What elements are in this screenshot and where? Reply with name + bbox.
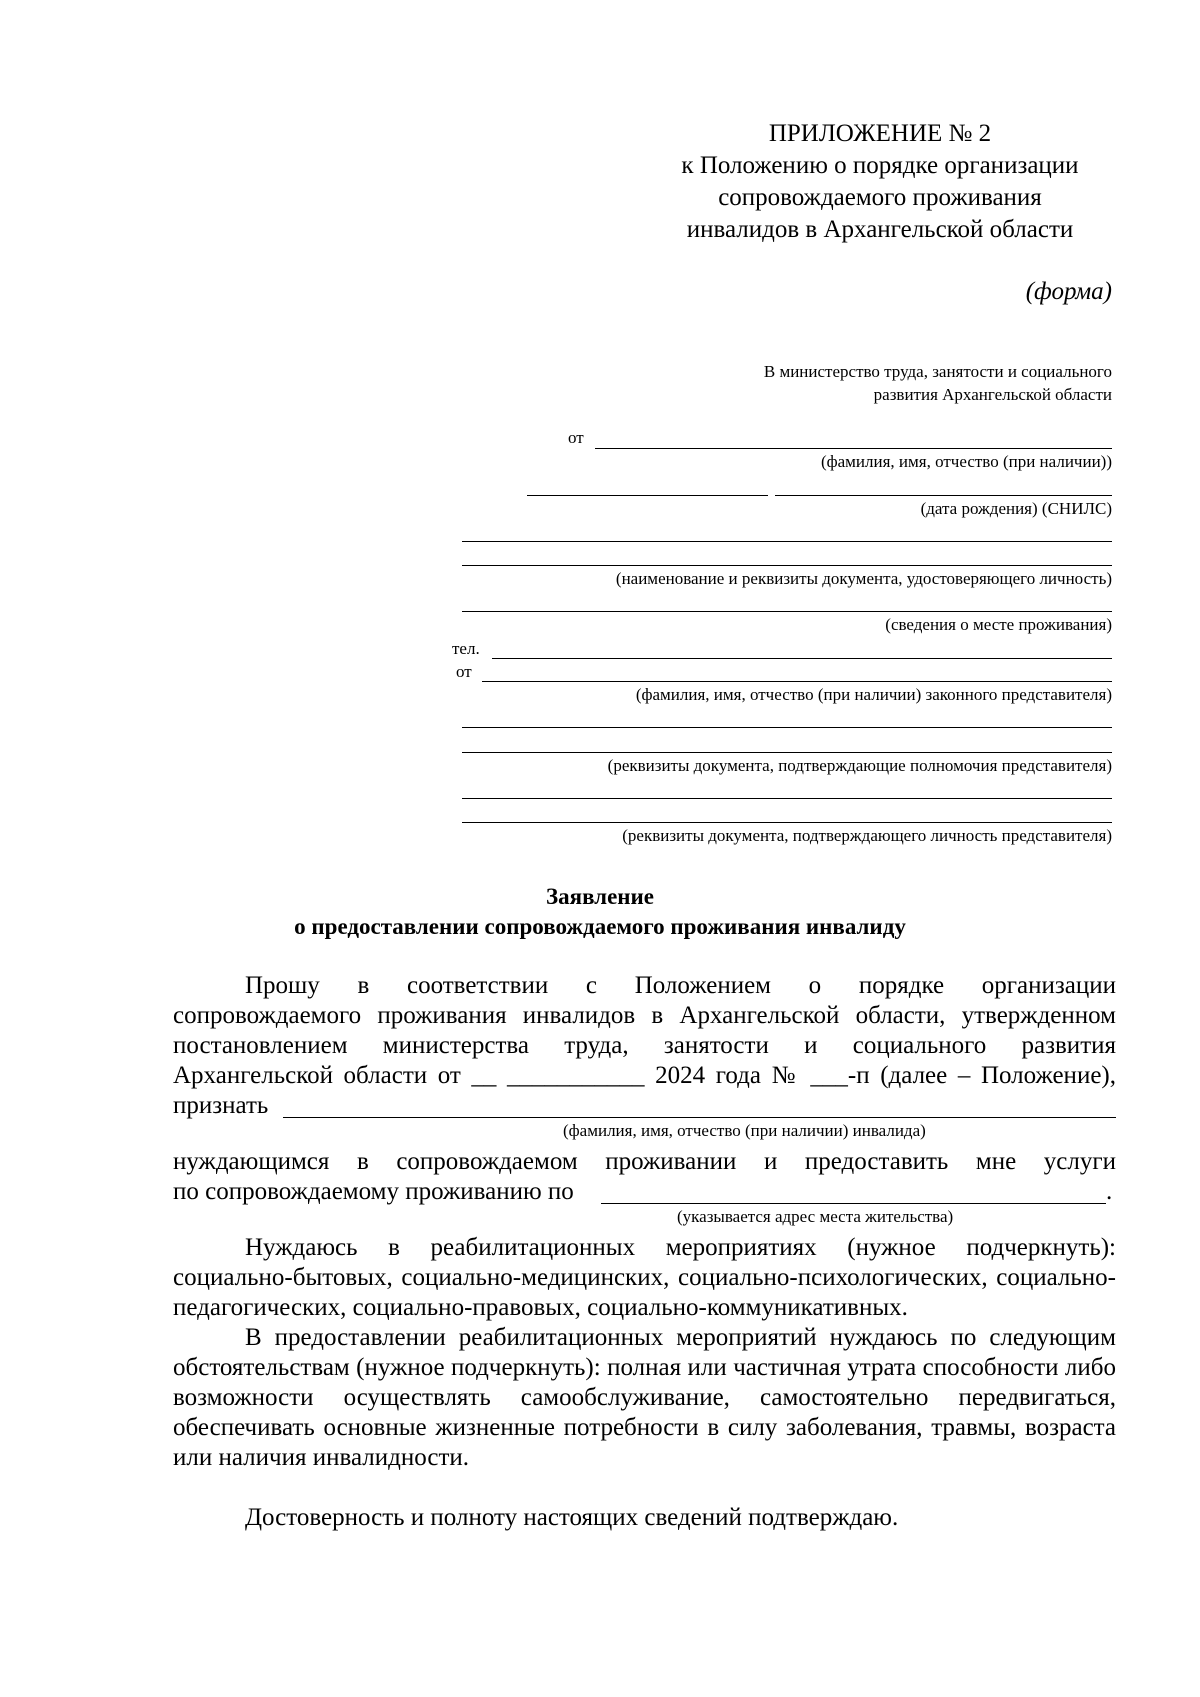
rep-authority-field-line-2[interactable]: [462, 752, 1112, 753]
address-field-line[interactable]: [601, 1203, 1106, 1204]
body-p1-line-2: сопровождаемого проживания инвалидов в Архангельской области, утвержденном: [173, 1002, 1116, 1029]
document-title: Заявление: [545, 884, 655, 909]
id-doc-field-line-2[interactable]: [462, 565, 1112, 566]
body-p1-line-7-end: .: [1106, 1178, 1113, 1205]
body-p3-text: В предоставлении реабилитационных мероприятий нуждаюсь по следующим обстоятельствам (нужное подчеркнуть): полная или частичная утрата способности либо возможности осуществлять самообслуживание, самостоятельно передвигаться, обеспечивать основные жизненные потребности в силу заболевания, травмы, возраста или наличия инвалидности.: [173, 1324, 1116, 1471]
from-label: от: [568, 428, 584, 447]
form-label: (форма): [1025, 278, 1112, 305]
invalid-fio-caption: (фамилия, имя, отчество (при наличии) инвалида): [563, 1121, 926, 1140]
appendix-line-1: ПРИЛОЖЕНИЕ № 2: [768, 120, 992, 147]
birth-snils-caption: (дата рождения) (СНИЛС): [920, 499, 1112, 518]
addressee: [592, 360, 1112, 406]
snils-field-line[interactable]: [775, 495, 1112, 496]
phone-field-line[interactable]: [492, 658, 1112, 659]
body-p1-line-4: Архангельской области от __ ___________ 2024 года № ___-п (далее – Положение),: [173, 1062, 1116, 1089]
rep-fio-field-line[interactable]: [482, 681, 1112, 682]
fio-caption: (фамилия, имя, отчество (при наличии)): [820, 452, 1112, 471]
rep-from-label: от: [456, 662, 472, 681]
appendix-line-2: к Положению о порядке организации: [681, 152, 1079, 179]
appendix-line-3: сопровождаемого проживания: [718, 184, 1042, 211]
body-p1-line-1: Прошу в соответствии с Положением о порядке организации: [245, 972, 1116, 999]
invalid-fio-field-line[interactable]: [283, 1117, 1116, 1118]
rep-fio-caption: (фамилия, имя, отчество (при наличии) законного представителя): [635, 685, 1112, 704]
rep-authority-field-line-1[interactable]: [462, 727, 1112, 728]
rep-id-field-line-1[interactable]: [462, 798, 1112, 799]
body-p2: [173, 1233, 1116, 1323]
addressee-line-2: развития Архангельской области: [873, 385, 1112, 404]
body-p2-text: Нуждаюсь в реабилитационных мероприятиях (нужное подчеркнуть): социально-бытовых, социально-медицинских, социально-психологических, социально-педагогических, социально-правовых, социально-коммуникативных.: [173, 1234, 1116, 1321]
body-p4: [173, 1503, 1116, 1533]
address-caption: (указывается адрес места жительства): [677, 1207, 954, 1226]
appendix-line-4: инвалидов в Архангельской области: [686, 216, 1074, 243]
id-doc-field-line-1[interactable]: [462, 541, 1112, 542]
phone-label: тел.: [452, 639, 480, 658]
residence-caption: (сведения о месте проживания): [885, 615, 1112, 634]
rep-id-caption: (реквизиты документа, подтверждающего личность представителя): [622, 826, 1112, 845]
body-p4-text: Достоверность и полноту настоящих сведений подтверждаю.: [245, 1504, 899, 1531]
body-p1-line-3: постановлением министерства труда, занятости и социального развития: [173, 1032, 1116, 1059]
rep-authority-caption: (реквизиты документа, подтверждающие полномочия представителя): [607, 756, 1112, 775]
body-recognize-label: признать: [173, 1092, 269, 1119]
addressee-line-1: В министерство труда, занятости и социального: [763, 362, 1112, 381]
id-doc-caption: (наименование и реквизиты документа, удостоверяющего личность): [615, 569, 1112, 588]
birth-date-field-line[interactable]: [527, 495, 768, 496]
body-p3: [173, 1323, 1116, 1473]
body-p1-line-7: по сопровождаемому проживанию по: [173, 1178, 574, 1205]
residence-field-line[interactable]: [462, 611, 1112, 612]
body-p1-line-6: нуждающимся в сопровождаемом проживании и предоставить мне услуги: [173, 1148, 1116, 1175]
document-subtitle: о предоставлении сопровождаемого проживания инвалиду: [294, 914, 906, 939]
rep-id-field-line-2[interactable]: [462, 822, 1112, 823]
fio-field-line[interactable]: [595, 448, 1112, 449]
